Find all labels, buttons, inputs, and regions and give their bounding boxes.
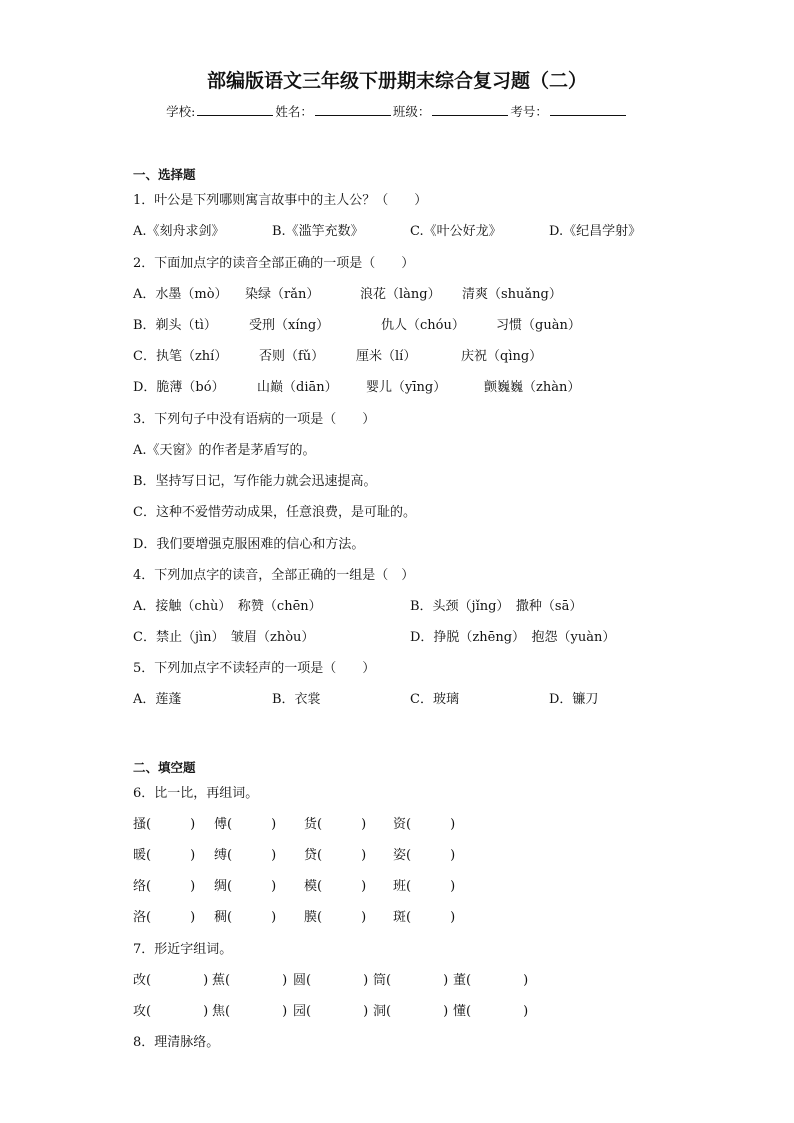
q7-cell[interactable]: 洞( )	[373, 1004, 449, 1019]
q6-cell[interactable]: 绸( )	[214, 879, 277, 894]
q4-option-a[interactable]: A．接触（chù） 称赞（chēn）	[133, 599, 322, 614]
q7-cell[interactable]: 筒( )	[373, 973, 449, 988]
q2-option-b-2: 受刑（xíng）	[249, 318, 330, 333]
q2-option-b-1[interactable]: B．剃头（tì）	[133, 318, 217, 333]
q7-cell[interactable]: 圆( )	[293, 973, 369, 988]
q3-option-a[interactable]: A.《天窗》的作者是茅盾写的。	[133, 443, 316, 458]
q6-cell[interactable]: 货( )	[304, 817, 367, 832]
section-heading-choice: 一、选择题	[133, 167, 196, 182]
q7-cell[interactable]: 蕉( )	[212, 973, 288, 988]
school-blank[interactable]	[197, 103, 273, 116]
class-label: 班级：	[392, 104, 431, 119]
q6-cell[interactable]: 搔( )	[133, 817, 196, 832]
q4-stem: 4．下列加点字的读音，全部正确的一组是（ ）	[133, 568, 415, 583]
q2-stem: 2．下面加点字的读音全部正确的一项是（ ）	[133, 256, 415, 271]
q6-cell[interactable]: 缚( )	[214, 848, 277, 863]
q6-cell[interactable]: 贷( )	[304, 848, 367, 863]
q4-option-b[interactable]: B．头颈（jǐng） 撒种（sā）	[410, 599, 583, 614]
q2-option-b-4: 习惯（guàn）	[496, 318, 581, 333]
section-heading-fill: 二、填空题	[133, 760, 196, 775]
class-blank[interactable]	[432, 103, 508, 116]
q6-cell[interactable]: 姿( )	[393, 848, 456, 863]
q3-option-b[interactable]: B．坚持写日记，写作能力就会迅速提高。	[133, 474, 377, 489]
q1-option-a[interactable]: A.《刻舟求剑》	[133, 224, 225, 239]
number-label: 考号：	[510, 104, 548, 119]
q4-option-c[interactable]: C．禁止（jìn） 皱眉（zhòu）	[133, 630, 315, 645]
page-title: 部编版语文三年级下册期末综合复习题（二）	[206, 70, 587, 92]
q2-option-c-3: 厘米（lí）	[356, 349, 417, 364]
q6-cell[interactable]: 膜( )	[304, 910, 367, 925]
q4-option-d[interactable]: D．挣脱（zhēng） 抱怨（yuàn）	[410, 630, 616, 645]
q6-cell[interactable]: 模( )	[304, 879, 367, 894]
q2-option-a-2: 染绿（rǎn）	[245, 287, 320, 302]
q3-stem: 3．下列句子中没有语病的一项是（ ）	[133, 412, 376, 427]
q2-option-c-1[interactable]: C．执笔（zhí）	[133, 349, 228, 364]
q6-cell[interactable]: 傅( )	[214, 817, 277, 832]
name-blank[interactable]	[315, 103, 391, 116]
q5-option-b[interactable]: B．衣裳	[272, 692, 321, 707]
q5-option-d[interactable]: D．镰刀	[549, 692, 599, 707]
q7-cell[interactable]: 改( )	[133, 973, 209, 988]
q1-stem: 1．叶公是下列哪则寓言故事中的主人公？（ ）	[133, 193, 428, 208]
q6-cell[interactable]: 班( )	[393, 879, 456, 894]
student-info-line	[0, 103, 794, 120]
q2-option-a-1[interactable]: A．水墨（mò）	[133, 287, 228, 302]
q2-option-d-2: 山巅（diān）	[257, 380, 338, 395]
q7-cell[interactable]: 懂( )	[453, 1004, 529, 1019]
q3-option-c[interactable]: C．这种不爱惜劳动成果，任意浪费，是可耻的。	[133, 505, 416, 520]
q6-cell[interactable]: 稠( )	[214, 910, 277, 925]
q2-option-c-2: 否则（fǔ）	[259, 349, 325, 364]
q6-stem: 6．比一比，再组词。	[133, 786, 259, 801]
q7-cell[interactable]: 攻( )	[133, 1004, 209, 1019]
q2-option-c-4: 庆祝（qìng）	[461, 349, 543, 364]
q7-cell[interactable]: 园( )	[293, 1004, 369, 1019]
q6-cell[interactable]: 斑( )	[393, 910, 456, 925]
q2-option-d-3: 婴儿（yīng）	[366, 380, 447, 395]
name-label: 姓名：	[275, 104, 313, 119]
q2-option-a-4: 清爽（shuǎng）	[462, 287, 562, 302]
q6-cell[interactable]: 洛( )	[133, 910, 196, 925]
q7-stem: 7．形近字组词。	[133, 942, 233, 957]
q3-option-d[interactable]: D．我们要增强克服困难的信心和方法。	[133, 537, 365, 552]
school-label: 学校:	[166, 104, 196, 119]
number-blank[interactable]	[550, 103, 626, 116]
q2-option-a-3: 浪花（làng）	[360, 287, 441, 302]
q1-option-b[interactable]: B.《滥竽充数》	[272, 224, 364, 239]
q8-stem: 8．理清脉络。	[133, 1035, 220, 1050]
q7-cell[interactable]: 董( )	[453, 973, 529, 988]
q5-stem: 5．下列加点字不读轻声的一项是（ ）	[133, 661, 376, 676]
q6-cell[interactable]: 络( )	[133, 879, 196, 894]
q2-option-d-1[interactable]: D．脆薄（bó）	[133, 380, 225, 395]
q1-option-c[interactable]: C.《叶公好龙》	[410, 224, 502, 239]
q5-option-c[interactable]: C．玻璃	[410, 692, 459, 707]
q6-cell[interactable]: 暖( )	[133, 848, 196, 863]
q1-option-d[interactable]: D.《纪昌学射》	[549, 224, 642, 239]
q2-option-d-4: 颤巍巍（zhàn）	[484, 380, 581, 395]
q5-option-a[interactable]: A．莲蓬	[133, 692, 182, 707]
q2-option-b-3: 仇人（chóu）	[381, 318, 465, 333]
q7-cell[interactable]: 焦( )	[212, 1004, 288, 1019]
q6-cell[interactable]: 资( )	[393, 817, 456, 832]
